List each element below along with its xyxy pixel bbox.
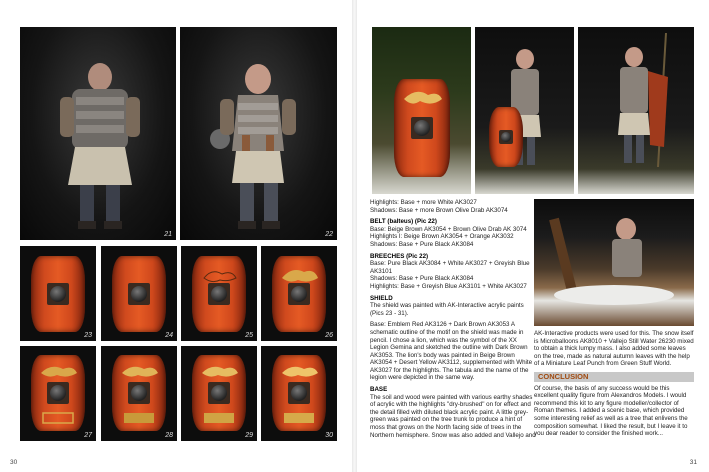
photo-28-shield bbox=[101, 346, 177, 441]
shield bbox=[192, 256, 246, 332]
shield bbox=[489, 107, 523, 167]
shield bbox=[272, 256, 326, 332]
photo-number: 26 bbox=[325, 332, 333, 339]
photo-figure-diorama-front bbox=[475, 27, 574, 194]
shield-heading: SHIELD bbox=[370, 294, 393, 302]
page-number: 30 bbox=[10, 459, 18, 466]
photo-figure-diorama-side bbox=[578, 27, 694, 194]
photo-27-shield-tabula bbox=[20, 346, 96, 441]
figure-front-illustration bbox=[180, 27, 337, 240]
breeches-heading: BREECHES (Pic 22) bbox=[370, 252, 429, 260]
base-heading: BASE bbox=[370, 386, 388, 394]
photo-number: 30 bbox=[325, 432, 333, 439]
shield bbox=[394, 79, 450, 177]
shield bbox=[31, 355, 85, 431]
shield bbox=[272, 355, 326, 431]
photo-25-shield-outline bbox=[181, 246, 257, 341]
photo-number: 23 bbox=[84, 332, 92, 339]
breeches-shadows: Shadows: Base + Pure Black AK3084 bbox=[370, 275, 474, 283]
belt-base: Base: Beige Brown AK3054 + Brown Olive Drab AK 3074 bbox=[370, 225, 527, 233]
highlights-line: Highlights: Base + more White AK3027 bbox=[370, 199, 477, 206]
photo-number: 25 bbox=[245, 332, 253, 339]
shield bbox=[31, 256, 85, 332]
belt-highlights: Highlights I: Beige Brown AK3054 + Orange AK3032 bbox=[370, 233, 514, 241]
snow-paragraph: AK-Interactive products were used for this. The snow itself is Microballoons AK8010 + Vallejo Still Water 26230 mixed to obtain a thick lumpy mass. I also added some leaves on the tree, made as natural autumn leaves with the help of a Miniature Leaf Punch from Green Stuff World. bbox=[534, 330, 694, 368]
photo-22-figure-front bbox=[180, 27, 337, 240]
shield bbox=[192, 355, 246, 431]
shield bbox=[112, 355, 166, 431]
photo-23-shield-base bbox=[20, 246, 96, 341]
text-column-1 bbox=[370, 199, 536, 443]
photo-number: 24 bbox=[165, 332, 173, 339]
photo-number: 27 bbox=[84, 432, 92, 439]
shadows-line: Shadows: Base + more Brown Olive Drab AK3074 bbox=[370, 206, 508, 214]
photo-number: 21 bbox=[164, 231, 172, 238]
photo-29-shield bbox=[181, 346, 257, 441]
right-page bbox=[357, 0, 709, 472]
belt-shadows: Shadows: Base + Pure Black AK3084 bbox=[370, 240, 474, 248]
photo-26-shield-lion bbox=[261, 246, 337, 341]
left-page bbox=[0, 0, 352, 472]
photo-21-figure-back bbox=[20, 27, 176, 240]
photo-diorama-base-snow bbox=[534, 199, 694, 326]
breeches-base: Base: Pure Black AK3084 + White AK3027 + Greyish Blue AK3101 bbox=[370, 260, 530, 275]
conclusion-heading: CONCLUSION bbox=[534, 372, 694, 382]
photo-number: 22 bbox=[325, 231, 333, 238]
shield-intro: The shield was painted with AK-Interactive acrylic paints (Pics 23 - 31). bbox=[370, 302, 524, 317]
photo-24-shield bbox=[101, 246, 177, 341]
conclusion-body: Of course, the basis of any success would be this excellent quality figure from Alexandros Models. I would recommend this kit to any figure modeller/collector of Roman themes. I added a scenic base, which provided some interesting relief as well as a tree that enlivens the composition somewhat. I liked the result, but I leave it to you dear reader to consider the finished work... bbox=[534, 384, 688, 438]
diorama-illustration bbox=[534, 199, 694, 326]
photo-shield-closeup-snow bbox=[372, 27, 471, 194]
figure-back-illustration bbox=[20, 27, 176, 240]
figure-diorama-illustration bbox=[475, 27, 574, 194]
page-number: 31 bbox=[689, 459, 697, 466]
base-body: The soil and wood were painted with various earthy shades of acrylic with the highlights "dry-brushed" on for effect and the detail filled with diluted black acrylic paint. A little grey-green was painted on the tree trunk to produce a hint of moss that grows on the North facing side of trees in the Northern hemisphere. Snow was also added and Vallejo and bbox=[370, 393, 536, 439]
photo-number: 29 bbox=[245, 432, 253, 439]
text-column-2 bbox=[534, 330, 694, 442]
figure-side-illustration bbox=[578, 27, 694, 194]
shield bbox=[112, 256, 166, 332]
shield-body: Base: Emblem Red AK3126 + Dark Brown AK3053 A schematic outline of the motif on the shield was made in pencil. I chose a lion, which was the symbol of the XX Legion Gemina and sketched the outline with Dark Brown AK3053. The lion's body was painted in Beige Brown AK3054 + Desert Yellow AK3112, supplemented with White AK3027 for the highlights. The tabula and the name of the legion were depicted in the same way. bbox=[370, 321, 533, 382]
belt-heading: BELT (balteus) (Pic 22) bbox=[370, 218, 437, 226]
photo-number: 28 bbox=[165, 432, 173, 439]
photo-30-shield-finished bbox=[261, 346, 337, 441]
breeches-highlights: Highlights: Base + Greyish Blue AK3101 + White AK3027 bbox=[370, 282, 527, 290]
